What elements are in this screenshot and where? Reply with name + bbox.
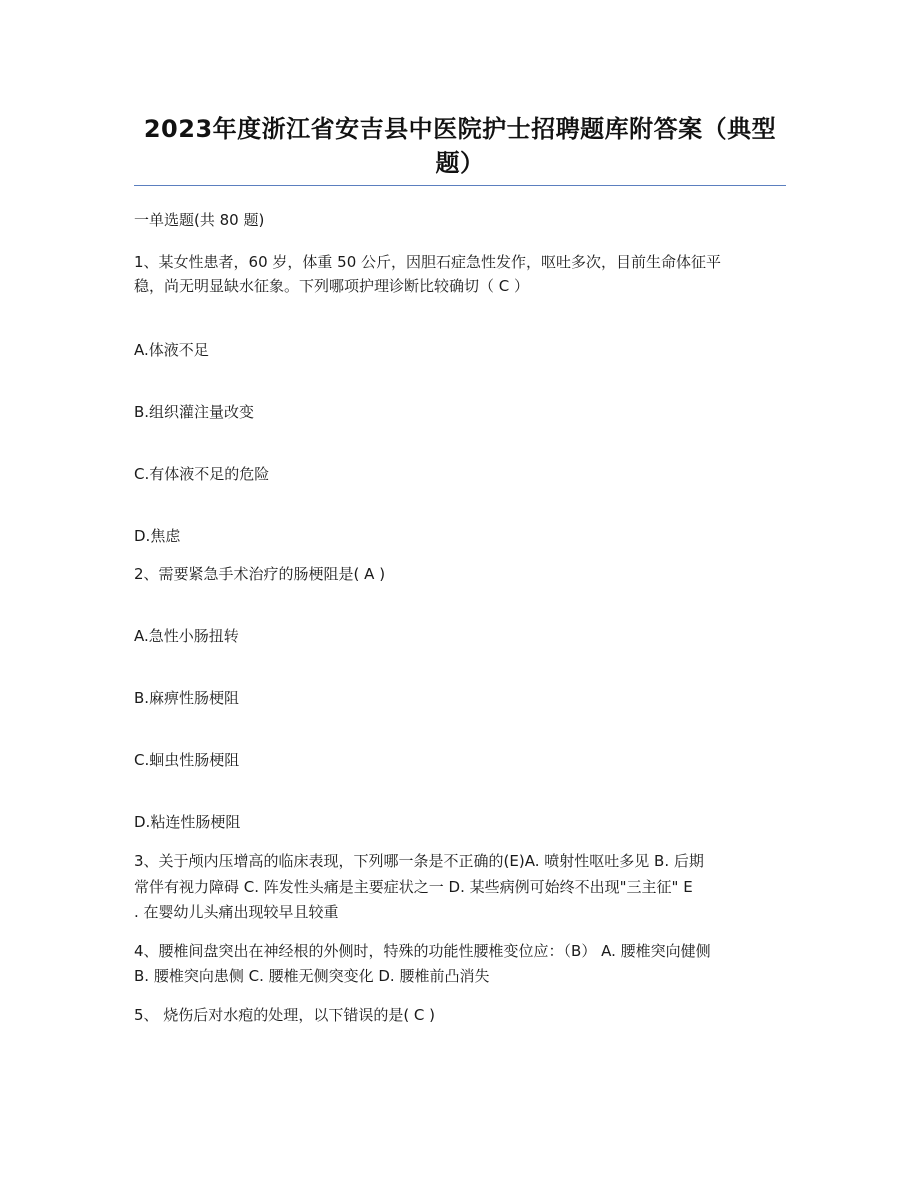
question-2-option-c: C.蛔虫性肠梗阻 [134,751,240,769]
question-2-option-a: A.急性小肠扭转 [134,627,239,645]
section-heading: 一单选题(共 80 题) [134,211,265,229]
question-5-stem: 5、 烧伤后对水疱的处理，以下错误的是( C ) [134,1006,436,1024]
document-title: 2023年度浙江省安吉县中医院护士招聘题库附答案（典型题） [143,115,777,177]
question-1-option-a: A.体液不足 [134,341,209,359]
question-1-option-c: C.有体液不足的危险 [134,465,270,483]
title-divider [134,185,786,186]
question-1-option-b: B.组织灌注量改变 [134,403,255,421]
question-2-stem: 2、需要紧急手术治疗的肠梗阻是( A ) [134,565,386,583]
question-3-line-2: 常伴有视力障碍 C. 阵发性头痛是主要症状之一 D. 某些病例可始终不出现"三主征" E [134,878,693,896]
question-3-line-3: . 在婴幼儿头痛出现较早且较重 [134,903,339,921]
question-4-line-2: B. 腰椎突向患侧 C. 腰椎无侧突变化 D. 腰椎前凸消失 [134,967,490,985]
question-2-option-d: D.粘连性肠梗阻 [134,813,241,831]
question-3-line-1: 3、关于颅内压增高的临床表现，下列哪一条是不正确的(E)A. 喷射性呕吐多见 B. 后期 [134,852,704,870]
question-2-option-b: B.麻痹性肠梗阻 [134,689,240,707]
question-4-line-1: 4、腰椎间盘突出在神经根的外侧时，特殊的功能性腰椎变位应：（B） A. 腰椎突向健侧 [134,942,711,960]
question-1-stem-line-2: 稳，尚无明显缺水征象。下列哪项护理诊断比较确切（ C ） [134,277,530,295]
question-1-stem-line-1: 1、某女性患者，60 岁，体重 50 公斤，因胆石症急性发作，呕吐多次，目前生命体征平 [134,253,722,271]
question-1-option-d: D.焦虑 [134,527,181,545]
